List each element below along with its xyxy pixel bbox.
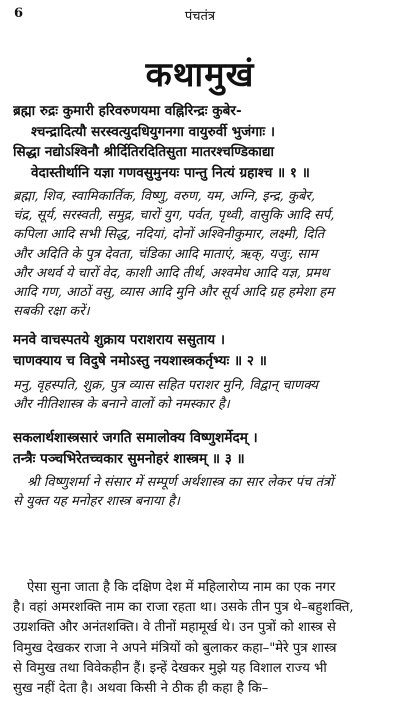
- verse-3: [13, 428, 388, 469]
- prose-line: सुख नहीं देता है। अथवा किसी ने ठीक ही कहा है कि–: [13, 681, 269, 697]
- verse-line: ब्रह्मा रुद्रः कुमारी हरिवरुणयमा वह्निरिन्द्रः कुबेर-: [13, 103, 242, 119]
- verse-line: सिद्धा नद्योऽश्विनौ श्रीर्दितिरदितिसुता मातरश्चण्डिकाद्या: [13, 144, 275, 160]
- gloss-line: ब्रह्मा, शिव, स्वामिकार्तिक, विष्णु, वरुण, यम, अग्नि, इन्द्र, कुबेर,: [13, 189, 316, 204]
- prose-paragraph: [13, 578, 388, 699]
- verse-line: मनवे वाचस्पतये शुक्राय पराशराय ससुताय ।: [13, 332, 226, 348]
- verse-line: श्चन्द्रादित्यौ सरस्वत्युदधियुगनगा वायुरुर्वी भुजंगाः ।: [31, 123, 276, 140]
- verse-line: चाणक्याय च विदुषे नमोऽस्तु नयशास्त्रकर्तृभ्यः ॥ २ ॥: [13, 352, 267, 369]
- verse-2: [13, 330, 388, 371]
- verse-line: सकलार्थशास्त्रसारं जगति समालोक्य विष्णुशर्मेदम् ।: [13, 430, 258, 446]
- gloss-line: और अदिति के पुत्र देवता, चंडिका आदि माताएं, ऋक्, यजुः, साम: [13, 246, 318, 262]
- verse-1: [13, 101, 388, 183]
- gloss-3: [13, 473, 388, 511]
- gloss-line: और नीतिशास्त्र के बनाने वालों को नमस्कार है।: [13, 397, 230, 413]
- gloss-line: और अथर्व ये चारों वेद, काशी आदि तीर्थ, अश्वमेध आदि यज्ञ, प्रमथ: [13, 265, 329, 281]
- verse-line: तन्त्रैः पञ्चभिरेतच्चकार सुमनोहरं शास्त्रम् ॥ ३ ॥: [13, 450, 245, 467]
- prose-line: ऐसा सुना जाता है कि दक्षिण देश में महिलारोप्य नाम का एक नगर: [27, 580, 336, 595]
- running-title: पंचतंत्र: [184, 9, 216, 24]
- gloss-line: कपिला आदि सभी सिद्ध, नदियां, दोनों अश्विनीकुमार, लक्ष्मी, दिति: [13, 227, 325, 243]
- gloss-line: आदि गण, आठों वसु, व्यास आदि मुनि और सूर्य आदि ग्रह हमेशा हम: [13, 285, 334, 301]
- gloss-line: से युक्त यह मनोहर शास्त्र बनाया है।: [13, 494, 180, 510]
- gloss-1: [13, 187, 388, 321]
- prose-line: से विमुख तथा विवेकहीन हैं। इन्हें देखकर मुझे यह विशाल राज्य भी: [13, 660, 327, 676]
- page-number: 6: [14, 6, 24, 21]
- prose-line: है। वहां अमरशक्ति नाम का राजा रहता था। उसके तीन पुत्र थे–बहुशक्ति,: [13, 600, 354, 616]
- gloss-line: सबकी रक्षा करें।: [13, 304, 90, 320]
- gloss-2: [13, 376, 388, 414]
- gloss-line: चंद्र, सूर्य, सरस्वती, समुद्र, चारों युग, पर्वत, पृथ्वी, वासुकि आदि सर्प,: [13, 208, 335, 224]
- verse-line: वेदास्तीर्थानि यज्ञा गणवसुमुनयः पान्तु नित्यं ग्रहाश्च ॥ १ ॥: [31, 164, 310, 181]
- gloss-line: मनु, वृहस्पति, शुक्र, पुत्र व्यास सहित पराशर मुनि, विद्वान् चाणक्य: [13, 378, 318, 393]
- gloss-line: श्री विष्णुशर्मा ने संसार में सम्पूर्ण अर्थशास्त्र का सार लेकर पंच तंत्रों: [27, 475, 334, 490]
- prose-line: उग्रशक्ति और अनंतशक्ति। वे तीनों महामूर्ख थे। उन पुत्रों को शास्त्र से: [13, 620, 336, 636]
- page-header: [14, 6, 386, 24]
- chapter-title: कथामुखं: [145, 55, 255, 95]
- prose-line: विमुख देखकर राजा ने अपने मंत्रियों को बुलाकर कहा–"मेरे पुत्र शास्त्र: [13, 640, 337, 656]
